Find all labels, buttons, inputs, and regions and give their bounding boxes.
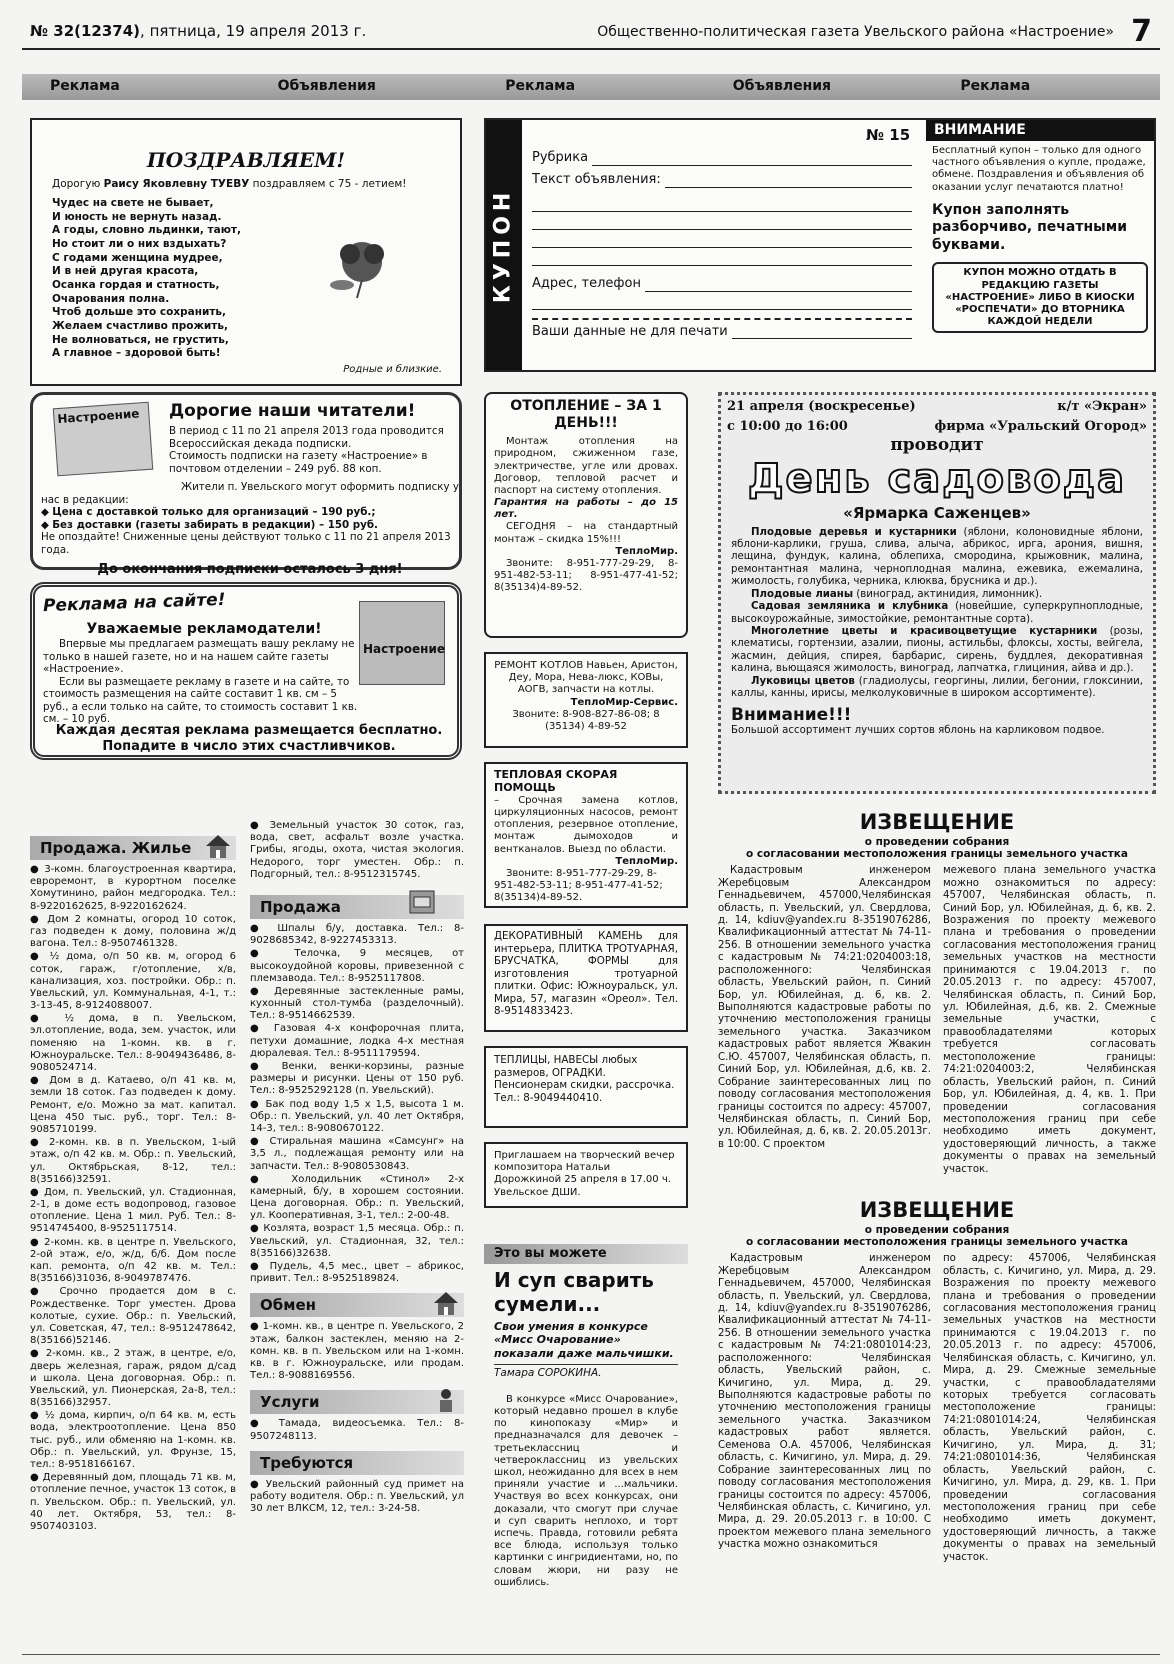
sale-list xyxy=(250,923,464,1285)
notice-2-col1: Кадастровым инженером Жеребцовым Александром Геннадьевичем, 457000, Челябинская область, п. Увельский, ул. Свердлова, д. 14, kdiuv@yandex.ru 8-3519076286, Квалификационный аттестат № 74-11-256. В отношении земельного участка с кадастровым № 74:21:0801014:23, расположенного: Челябинская область, Увельский район, с. Кичигино, ул. Мира, д. 29. Выполняются кадастровые работы по уточнению местоположения границы земельного участка. Заказчиком кадастровых работ является. Семенова О.А. 457006, Челябинская область, с. Кичигино, ул. Мира, д. 29. Собрание заинтересованных лиц по поводу согласования местоположения границы состоится по адресу: 457006, Челябинская область, с. Кичигино, ул. Мира, д. 29. 20.05.2013 г. в 10:00. С проектом межевого плана земельного участка можно ознакомиться xyxy=(718,1253,931,1551)
garden-day-ad xyxy=(718,392,1156,794)
section-exchange-title: Обмен xyxy=(260,1296,317,1315)
sale-housing-item-text: Срочно продается дом в с. Рождественке. Торг уместен. Дрова колотые, сухие. Обр.: п. Увельский, ул. Советская, 47, тел.: 8-9512478642, 8(35166)52146. xyxy=(30,1286,236,1347)
subscription-title: Дорогие наши читатели! xyxy=(169,401,416,421)
article xyxy=(484,1244,688,1648)
concert-ad xyxy=(484,1142,688,1208)
heating-title: ОТОПЛЕНИЕ – ЗА 1 ДЕНЬ!!! xyxy=(510,398,662,432)
coupon-address-line[interactable] xyxy=(532,292,912,310)
subscription-box xyxy=(30,392,462,578)
wanted-item xyxy=(250,1479,464,1516)
sale-housing-item-text: 2-комн. кв., 2 этаж, в центре, е/о, дверь железная, гараж, рядом д/сад и школа. Цена договорная. Обр.: п. Увельский, ул. Пионерская, 2а-8, тел.: 8(35166)32957. xyxy=(30,1348,236,1409)
sale-housing-item xyxy=(30,914,236,951)
bullet-icon: ● xyxy=(250,1321,263,1333)
bullet-icon: ● xyxy=(30,1286,60,1298)
coupon-attention-title: ВНИМАНИЕ xyxy=(926,120,1154,141)
notice-1-columns xyxy=(718,865,1156,1176)
garden-attention: Внимание!!! xyxy=(731,704,852,725)
subscription-b2: Без доставки (газеты забирать в редакции) – 150 руб. xyxy=(52,518,378,531)
concert-text: Приглашаем на творческий вечер композитора Натальи Дорожкиной 25 апреля в 17.00 ч. Увельское ДШИ. xyxy=(494,1150,675,1198)
greeting-title: ПОЗДРАВЛЯЕМ! xyxy=(146,148,346,172)
heating-p2: Гарантия на работы – до 15 лет. xyxy=(494,497,678,521)
garden-item-head: Луковицы цветов xyxy=(751,675,855,687)
bullet-icon: ● xyxy=(250,1418,279,1430)
poem-line: Не волноваться, не грустить, xyxy=(52,333,229,346)
sale-housing-item xyxy=(30,1237,236,1286)
poem-line: Желаем счастливо прожить, xyxy=(52,319,229,332)
sale-housing-item-text: ½ дома, о/п 50 кв. м, огород 6 соток, гараж, г/отопление, х/в, канализация, хоз. постройки. Обр.: п. Увельский, ул. Коммунальная, 4-1, т.: 3-13-45, 8-9124088007. xyxy=(30,951,236,1012)
notice-1 xyxy=(718,810,1156,1190)
bullet-icon: ● xyxy=(30,1348,46,1360)
sale-housing-item xyxy=(30,864,236,913)
sale-item-text: Холодильник «Стинол» 2-х камерный, б/у, в хорошем состоянии. Цена договорная. Обр.: п. Увельский, ул. Кооперативная, 3-1, тел.: 2-00-48. xyxy=(250,1173,464,1222)
page-number: 7 xyxy=(1131,14,1152,49)
bullet-icon: ● xyxy=(250,1136,270,1148)
heating-p3: СЕГОДНЯ – на стандартный монтаж – скидка 15%!!! xyxy=(494,521,678,545)
garden-item-head: Садовая земляника и клубника xyxy=(751,601,949,613)
sale-housing-item xyxy=(30,1187,236,1236)
garden-item-head: Плодовые деревья и кустарники xyxy=(751,526,957,538)
bullet-icon: ● xyxy=(250,922,278,934)
sale-item xyxy=(250,1223,464,1260)
sale-item-text: Стиральная машина «Самсунг» на 3,5 л., подлежащая ремонту или на запчасти. Тел.: 8-9080530843. xyxy=(250,1136,464,1172)
subscription-top-text xyxy=(169,425,459,475)
coupon-address-label: Адрес, телефон xyxy=(532,275,641,291)
coupon-attention-text: Бесплатный купон – только для одного частного объявления о купле, продаже, обмене. Поздравления и объявления об оказании услуг печатаются платно! xyxy=(932,145,1146,193)
bullet-icon: ● xyxy=(30,1013,65,1025)
subscription-p1: В период с 11 по 21 апреля 2013 года проводится Всероссийская декада подписки. xyxy=(169,425,444,450)
poem-line: И в ней другая красота, xyxy=(52,265,199,278)
rubric-ads-1: Реклама xyxy=(50,78,120,95)
garden-item-desc: (розы, клематисы, гортензии, азалии, пионы, астильбы, флоксы, хосты, вейгела, жасмин, дейция, спирея, барбарис, сирень, буддлея, декоративная калина, вьющаяся жимолость, виноград, лапчатка, глициния, айва и др.). xyxy=(731,626,1143,675)
garden-item-desc: (яблони, колоновидные яблони, яблони-карлики, груша, слива, алыча, абрикос, ирга, арония, вишня, лещина, фундук, калина, облепиха, смородина, крыжовник, малина, ремонтантная малина, черноплодная малина, ежевика, ежемалина, жимолость, голубика, черника, клюква, брусника и др.). xyxy=(731,526,1143,588)
bullet-icon: ● xyxy=(30,1186,45,1198)
subscription-p4: Не опоздайте! Сниженные цены действуют только с 11 по 21 апреля 2013 года. xyxy=(41,531,451,556)
greeting-signature: Родные и близкие. xyxy=(343,363,442,375)
sale-housing-item-text: 3-комн. благоустроенная квартира, евроремонт, в курортном поселке Хомутинино, район медгородка. Тел.: 8-9220162625, 8-9220162624. xyxy=(30,864,236,912)
sale-housing-item xyxy=(30,1286,236,1347)
exchange-item-text: 1-комн. кв., в центре п. Увельского, 2 этаж, балкон застеклен, меняю на 2-комн. кв. в п. Увельском или на 1-комн. кв. в г. Южноуральске, или продам. Тел.: 8-9088169556. xyxy=(250,1321,464,1382)
garden-item-head: Плодовые лианы xyxy=(751,588,854,600)
sale-item-text: Пудель, 4,5 мес., цвет – абрикос, привит. Тел.: 8-9525189824. xyxy=(250,1261,464,1285)
issue-line xyxy=(30,22,366,40)
poem-line: С годами женщина мудрее, xyxy=(52,251,223,264)
heat-help-phones: Звоните: 8-951-777-29-29, 8-951-482-53-11; 8-951-477-41-52; 8(35134)4-89-52. xyxy=(494,867,663,904)
coupon-text-field[interactable] xyxy=(665,172,912,188)
sale-item xyxy=(250,923,464,947)
notice-1-col1: Кадастровым инженером Жеребцовым Александром Геннадьевичем, 457000,Челябинская область, п. Увельский, ул. Свердлова, д. 14, kdiuv@yandex.ru 8-3519076286, Квалификационный аттестат № 74-11-256. В отношении земельного участка с кадастровым № 74:21:0204003:18, расположенного: Челябинская область, Увельский район, п. Синий Бор, ул. Юбилейная, д. 6, кв. 2. Выполняются кадастровые работы по уточнению местоположения границы земельного участка. Заказчиком кадастровых работ является Жвакин С.Ю. 457007, Челябинская область, п. Синий Бор, ул. Юбилейная, д.6, кв. 2. Собрание заинтересованных лиц по поводу согласования местоположения границы состоится по адресу: 457007, Челябинская область, п. Синий Бор, ул. Юбилейная, д. 6, кв. 2. 20.05.2013г. в 10:00. С проектом xyxy=(718,865,931,1150)
sale-item-text: Деревянные застекленные рамы, кухонный стол-тумба (разделочный). Тел.: 8-9514662539. xyxy=(250,985,465,1022)
sale-item-text: Газовая 4-х конфорочная плита, петухи домашние, лодка 4-х местная дюралевая. Тел.: 8-9511179594. xyxy=(250,1023,465,1059)
services-item-text: Тамада, видеосъемка. Тел.: 8-9507248113. xyxy=(250,1418,464,1442)
sale-housing-item xyxy=(30,1348,236,1409)
poem-line: Но стоит ли о них вздыхать? xyxy=(52,238,227,251)
sale-item-text: Шпалы б/у, доставка. Тел.: 8-9028685342, 8-9227453313. xyxy=(250,922,465,947)
notice-2-sub1: о проведении собрания xyxy=(864,1223,1010,1236)
bullet-icon: ● xyxy=(30,913,48,925)
site-ad-p2: Если вы размещаете рекламу в газете и на сайте, то стоимость размещения на сайте составит 1 кв. см – 5 руб., а если только на сайте, то стоимость составит 1 кв. см. – 10 руб. xyxy=(43,675,358,726)
garden-item xyxy=(731,676,1143,701)
notice-2-col2: по адресу: 457006, Челябинская область, с. Кичигино, ул. Мира, д. 29. Возражения по проекту межевого плана и требования о проведении согласования местоположения границ земельных участков на местности принимаются с 19.04.2013 г. по 20.05.2013 г. по адресу: 457006, Челябинская область, с. Кичигино, ул. Мира, д. 29. Смежные земельные участки, с правообладателями которых требуется согласовать местоположение границы: 74:21:0801014:24, Челябинская область, Увельский район, с. Кичигино, ул. Мира, д. 31; 74:21:0801014:36, Челябинская область, Увельский район, с. Кичигино, ул. Мира, д. 29, кв. 1. При проведении согласования местоположения границ при себе необходимо иметь документ, удостоверяющий личность, а также документы о правах на земельный участок. xyxy=(943,1253,1156,1563)
rubric-notices-2: Объявления xyxy=(732,78,832,95)
notice-1-title: ИЗВЕЩЕНИЕ xyxy=(859,810,1015,834)
notice-1-sub2: о согласовании местоположения границы земельного участка xyxy=(746,848,1128,861)
subscription-bullet-2: ◆ Без доставки (газеты забирать в редакции) – 150 руб. xyxy=(41,518,378,531)
greenhouse-ad xyxy=(484,1046,688,1128)
article-body: В конкурсе «Мисс Очарование», который недавно прошел в клубе по кинопоказу «Мир» и предназначался для девочек – третьеклассниц и четвероклассниц из увельских школ, неожиданно для всех в нем приняли участие и ...мальчики. Участвуя во всех конкурсах, они доказали, что смогут при случае и суп сварить неплохо, и торт испечь. Правда, готовили ребята все блюда, используя только картинки с ингридиентами, но, по словам жюри, ни разу не ошиблись. xyxy=(494,1393,678,1588)
section-wanted xyxy=(250,1451,464,1475)
poem-line: Осанка гордая и статность, xyxy=(52,279,220,292)
sale-item-text: Венки, венки-корзины, разные размеры и рисунки. Цены от 150 руб. Тел.: 8-9525292128 (п. Увельский). xyxy=(250,1061,465,1097)
issue-number: № 32(12374) xyxy=(30,22,141,40)
bullet-icon: ● xyxy=(250,1478,266,1490)
sale-item xyxy=(250,986,464,1023)
boiler-text: РЕМОНТ КОТЛОВ Навьен, Аристон, Деу, Мора, Нева-люкс, КОВы, АОГВ, запчасти на котлы. xyxy=(494,660,678,696)
sale-item xyxy=(250,1261,464,1285)
bullet-icon: ● xyxy=(30,1472,43,1484)
wanted-item-text: Увельский районный суд примет на работу водителя. Обр.: п. Увельский, ул 30 лет ВЛКСМ, 12, тел.: 3-24-58. xyxy=(250,1478,464,1515)
garden-item xyxy=(731,589,1143,601)
coupon-text-line[interactable] xyxy=(532,194,912,212)
coupon-fill-note: Купон заполнять разборчиво, печатными буквами. xyxy=(932,201,1128,253)
sale-housing-list xyxy=(30,864,236,1533)
sale-housing-item xyxy=(30,1137,236,1186)
article-lead: Свои умения в конкурсе «Мисс Очарование» показали даже мальчишки. xyxy=(494,1319,674,1360)
section-sale-title: Продажа xyxy=(260,897,341,916)
garden-place: к/т «Экран» xyxy=(1057,399,1147,414)
site-ad-title: Реклама на сайте! xyxy=(42,589,226,617)
coupon-rubric-field[interactable] xyxy=(592,150,912,166)
garden-time: с 10:00 до 16:00 xyxy=(727,418,848,434)
garden-item-desc: (виноград, актинидия, лимонник). xyxy=(853,588,1043,600)
subscription-b1: Цена с доставкой только для организаций – 190 руб.; xyxy=(52,506,376,519)
article-title: И суп сварить сумели... xyxy=(494,1267,654,1316)
bullet-icon: ● xyxy=(30,1137,50,1149)
coupon-form xyxy=(532,150,912,339)
coupon-text-line[interactable] xyxy=(532,230,912,248)
paper-title: Общественно-политическая газета Увельского района «Настроение» xyxy=(597,24,1114,40)
subscription-newspaper-image xyxy=(53,402,154,477)
coupon-private-field[interactable] xyxy=(732,324,912,340)
notice-2-title: ИЗВЕЩЕНИЕ xyxy=(859,1198,1015,1222)
worker-icon xyxy=(432,1386,460,1412)
bullet-icon: ● xyxy=(250,1023,274,1035)
poem-line: А главное – здоровой быть! xyxy=(52,347,221,360)
stone-ad xyxy=(484,924,688,1032)
sale-col2-top-text: Земельный участок 30 соток, газ, вода, свет, асфальт возле участка. Грибы, ягоды, охота, чистая экология. Недорого, торг уместен. Обр.: п. Подгорный, тел.: 8-9512315745. xyxy=(250,820,465,880)
notice-1-sub1: о проведении собрания xyxy=(864,835,1010,848)
garden-date: 21 апреля (воскресенье) xyxy=(727,399,916,414)
heating-phones: Звоните: 8-951-777-29-29, 8-951-482-53-11; 8-951-477-41-52; 8(35134)4-89-52. xyxy=(494,558,678,594)
garden-item xyxy=(731,527,1143,589)
notice-2-sub2: о согласовании местоположения границы земельного участка xyxy=(746,1236,1128,1249)
sale-item xyxy=(250,1099,464,1136)
classifieds-col-2 xyxy=(250,820,464,1652)
section-services-title: Услуги xyxy=(260,1393,320,1412)
bullet-icon: ● xyxy=(250,1173,292,1185)
garden-row-2 xyxy=(721,419,1153,435)
garden-items xyxy=(721,527,1153,701)
sale-housing-item xyxy=(30,1075,236,1136)
subscription-bullet-1: ◆ Цена с доставкой только для организаций – 190 руб.; xyxy=(41,506,376,519)
sale-item xyxy=(250,948,464,985)
greeting-intro-post: поздравляем с 75 - летием! xyxy=(249,178,407,191)
notice-2-columns xyxy=(718,1253,1156,1564)
rubric-ads-3: Реклама xyxy=(960,78,1031,95)
sale-item-text: Козлята, возраст 1,5 месяца. Обр.: п. Увельский, ул. Стадионная, 32, тел.: 8(35166)32638. xyxy=(250,1223,464,1259)
garden-item-desc: (гладиолусы, георгины, лилии, бегонии, глоксинии, каллы, канны, ирисы, мелколуковичные в широком ассортименте). xyxy=(731,675,1144,700)
issue-date: , пятница, 19 апреля 2013 г. xyxy=(140,22,367,40)
bullet-icon: ● xyxy=(250,1261,270,1272)
sale-housing-item-text: ½ дома, в п. Увельском, эл.отопление, вода, зем. участок, или поменяю на 1-комн. кв. в г. Южноуральске. Тел.: 8-9049436486, 8-9080524714. xyxy=(30,1013,236,1073)
sale-item xyxy=(250,1061,464,1098)
greeting-name: Раису Яковлевну ТУЕВУ xyxy=(103,178,250,191)
footer-rule xyxy=(22,1654,1160,1655)
bullet-icon: ● xyxy=(250,985,275,997)
heating-ad xyxy=(484,392,688,638)
sale-housing-item-text: ½ дома, кирпич, о/п 64 кв. м, есть вода, электроотопление. Цена 850 тыс. руб., или обменяю на 1-комн. кв. Обр.: п. Увельский, ул. Фрунзе, 15, тел.: 8-9518166167. xyxy=(30,1410,236,1470)
bullet-icon: ● xyxy=(250,1061,282,1072)
garden-title: День садовода xyxy=(747,456,1127,503)
poem-line: И юность не вернуть назад. xyxy=(52,210,222,223)
coupon-private-label: Ваши данные не для печати xyxy=(532,323,728,339)
coupon-text-label: Текст объявления: xyxy=(532,171,661,187)
coupon xyxy=(484,118,1156,372)
bullet-icon: ● xyxy=(30,864,45,875)
subscription-p2: Стоимость подписки на газету «Настроение» в почтовом отделении – 249 руб. 88 коп. xyxy=(169,450,428,475)
poem-line: Чудес на свете не бывает, xyxy=(52,197,214,210)
header-rule xyxy=(22,48,1160,50)
rubric-notices-1: Объявления xyxy=(277,78,376,95)
sale-item-text: Телочка, 9 месяцев, от высокоудойной коровы, привезенной с племзавода. Тел.: 8-9525117808. xyxy=(250,948,465,984)
heating-body xyxy=(486,436,686,594)
section-services xyxy=(250,1390,464,1414)
rubric-bar xyxy=(22,74,1160,100)
sale-housing-item-text: Деревянный дом, площадь 71 кв. м, отопление печное, участок 13 соток, в п. Увельском. Обр.: п. Увельский, ул. 40 лет. Октября, 53, тел.: 8-9507403103. xyxy=(30,1472,236,1532)
garden-attention-text: Большой ассортимент лучших сортов яблонь на карликовом подвое. xyxy=(731,725,1105,737)
services-list xyxy=(250,1418,464,1442)
coupon-address-field[interactable] xyxy=(645,276,912,292)
sale-item xyxy=(250,1023,464,1060)
garden-row-1 xyxy=(721,395,1153,419)
subscription-body xyxy=(41,481,459,578)
sale-housing-item-text: Дом, п. Увельский, ул. Стадионная, 2-1, в доме есть водопровод, газовое отопление. Цена 1 мил. Руб. Тел.: 8-9514745400, 8-9525117514. xyxy=(30,1186,236,1235)
section-sale xyxy=(250,895,464,919)
stone-text: ДЕКОРАТИВНЫЙ КАМЕНЬ для интерьера, ПЛИТКА ТРОТУАРНАЯ, БРУСЧАТКА, ФОРМЫ для изготовления тротуарной плитки. Офис: Южноуральск, ул. Мира, 57, магазин «Ореол». Тел. 8-9514833423. xyxy=(494,930,678,1018)
subscription-logo: Настроение xyxy=(57,406,140,427)
house-icon xyxy=(204,832,232,858)
classifieds-col-1 xyxy=(30,836,236,1652)
notice-2 xyxy=(718,1198,1156,1648)
bullet-icon: ● xyxy=(250,948,295,960)
sale-housing-item-text: 2-комн. кв. в п. Увельском, 1-ый этаж, о/п 42 кв. м. Обр.: п. Увельский, ул. Октябрьская, 8-12, тел.: 8(35166)32591. xyxy=(30,1137,236,1185)
section-sale-housing xyxy=(30,836,236,860)
greeting-flower-icon xyxy=(322,230,402,300)
site-ad-p1: Впервые мы предлагаем размещать вашу рекламу не только в нашей газете, но и на нашем сайте газеты «Настроение». xyxy=(43,638,355,676)
garden-item xyxy=(731,626,1143,676)
coupon-where-note: КУПОН МОЖНО ОТДАТЬ В РЕДАКЦИЮ ГАЗЕТЫ «НАСТРОЕНИЕ» ЛИБО В КИОСКИ «РОСПЕЧАТИ» ДО ВТОРНИКА КАЖДОЙ НЕДЕЛИ xyxy=(932,262,1148,333)
boiler-firm: ТеплоМир-Сервис. xyxy=(570,696,678,708)
subscription-p3: Жители п. Увельского могут оформить подписку у нас в редакции: xyxy=(41,481,459,506)
poem-line: Очарования полна. xyxy=(52,292,170,305)
greenhouse-text: ТЕПЛИЦЫ, НАВЕСЫ любых размеров, ОГРАДКИ. Пенсионерам скидки, рассрочка. Тел.: 8-9049440410. xyxy=(494,1054,675,1104)
bullet-icon: ● xyxy=(30,1410,45,1422)
bullet-icon: ● xyxy=(30,1236,45,1248)
coupon-rubric-label: Рубрика xyxy=(532,150,589,165)
boiler-phones: Звоните: 8-908-827-86-08; 8 (35134) 4-89-52 xyxy=(512,708,660,732)
sale-col2-top: ● Земельный участок 30 соток, газ, вода, свет, асфальт возле участка. Грибы, ягоды, охота, чистая экология. Недорого, торг уместен. Обр.: п. Подгорный, тел.: 8-9512315745. xyxy=(250,820,465,880)
garden-holds: проводит xyxy=(890,434,984,455)
rubric-ads-2: Реклама xyxy=(505,78,576,95)
exchange-item xyxy=(250,1321,464,1382)
subscription-countdown: До окончания подписки осталось 3 дня! xyxy=(97,562,403,578)
section-wanted-title: Требуются xyxy=(260,1453,354,1472)
coupon-text-line[interactable] xyxy=(532,212,912,230)
article-kicker: Это вы можете xyxy=(484,1244,688,1264)
section-exchange xyxy=(250,1293,464,1317)
sale-item xyxy=(250,1174,464,1223)
sale-housing-item xyxy=(30,951,236,1012)
greeting-box xyxy=(30,118,462,386)
garden-firm: фирма «Уральский Огород» xyxy=(934,418,1147,434)
section-sale-housing-title: Продажа. Жилье xyxy=(40,839,192,857)
coupon-text-line[interactable] xyxy=(532,248,912,266)
bullet-icon: ● xyxy=(250,1223,264,1235)
site-ad-subtitle: Уважаемые рекламодатели! xyxy=(86,621,322,637)
sale-housing-item-text: Дом в д. Катаево, о/п 41 кв. м, земли 18 соток. Газ подведен к дому. Ремонт, е/о. Можно за мат. капитал. Цена 450 тыс. руб., торг. Тел.: 8-9085710199. xyxy=(30,1075,236,1135)
heating-p1: Монтаж отопления на природном, сжиженном газе, электричестве, угле или дровах. Договор, тепловой расчет и паспорт на систему отопления. xyxy=(494,436,678,496)
greeting-intro xyxy=(32,172,460,197)
house-icon xyxy=(432,1289,460,1315)
services-item xyxy=(250,1418,464,1442)
bullet-icon: ● xyxy=(30,1075,50,1087)
sale-housing-item-text: Дом 2 комнаты, огород 10 соток, газ подведен к дому, половина ж/д вагона. Тел.: 8-9507461328. xyxy=(30,913,237,950)
garden-item-desc: (новейшие, суперкрупноплодные, высокоурожайные, зимостойкие, ремонтантные сорта). xyxy=(731,601,1143,625)
heat-help-firm: ТеплоМир. xyxy=(615,855,678,867)
sale-housing-item xyxy=(30,1472,236,1533)
heating-firm: ТеплоМир. xyxy=(615,545,678,557)
sale-housing-item-text: 2-комн. кв. в центре п. Увельского, 2-ой этаж, е/о, ж/д, б/б. Дом после кап. ремонта, о/п 42 кв. м. Тел.: 8(35166)31036, 8-9049787476. xyxy=(30,1236,237,1285)
article-author: Тамара СОРОКИНА. xyxy=(494,1364,678,1380)
coupon-attention xyxy=(926,120,1154,337)
coupon-side xyxy=(486,120,522,370)
heat-help-title: ТЕПЛОВАЯ СКОРАЯ ПОМОЩЬ xyxy=(494,768,618,795)
notice-1-col2: межевого плана земельного участка можно ознакомиться по адресу: 457007, Челябинская область, п. Синий Бор, ул. Юбилейная, д. 6, кв. 2. Возражения по проекту межевого плана и требования о проведении согласования местоположения границ земельных участков на местности принимаются с 19.04.2013 г. по 20.05.2013 г. по адресу: 457007, Челябинская область, п. Синий Бор, ул. Юбилейная, д.6, кв. 2. Смежные земельные участки, с правообладателями которых требуется согласовать местоположение границы: 74:21:0204003:2, Челябинская область, Увельский район, п. Синий Бор, ул. Юбилейная, д. 4, кв. 1. При проведении согласования местоположения границ при себе необходимо иметь документ, удостоверяющий личность, а также документы о правах на земельный участок. xyxy=(943,865,1156,1175)
site-ad-p3: Каждая десятая реклама размещается бесплатно. Попадите в число этих счастливчиков. xyxy=(55,723,443,754)
site-ad-image-label: Настроение xyxy=(363,642,446,656)
coupon-side-label: КУПОН xyxy=(490,187,516,303)
site-ad-box xyxy=(30,582,462,760)
greeting-intro-pre: Дорогую xyxy=(52,178,104,191)
garden-item-head: Многолетние цветы и красивоцветущие кустарники xyxy=(751,626,1098,638)
sale-item xyxy=(250,1136,464,1173)
site-ad-image xyxy=(359,601,445,685)
sale-housing-item xyxy=(30,1410,236,1471)
bullet-icon: ● xyxy=(250,1098,266,1110)
poem-line: Чтоб дольше это сохранить, xyxy=(52,306,227,319)
sale-item-text: Бак под воду 1,5 х 1,5, высота 1 м. Обр.: п. Увельский, ул. 40 лет Октября, 14-3, тел.: 8-9080670122. xyxy=(250,1098,465,1134)
heat-help-ad xyxy=(484,762,688,908)
bullet-icon: ● xyxy=(30,951,50,963)
garden-item xyxy=(731,601,1143,626)
boiler-ad xyxy=(484,652,688,748)
garden-fair: «Ярмарка Саженцев» xyxy=(843,504,1031,523)
stove-icon xyxy=(406,885,438,917)
poem-line: А годы, словно льдинки, тают, xyxy=(52,224,241,237)
wanted-list xyxy=(250,1479,464,1516)
sale-housing-item xyxy=(30,1013,236,1074)
heat-help-text: – Срочная замена котлов, циркуляционных насосов, ремонт отопления, резервное отопление, монтаж дымоходов и вентканалов. Выезд по области. xyxy=(494,794,678,855)
coupon-number: № 15 xyxy=(866,126,911,144)
site-ad-body xyxy=(43,621,365,726)
exchange-list xyxy=(250,1321,464,1382)
